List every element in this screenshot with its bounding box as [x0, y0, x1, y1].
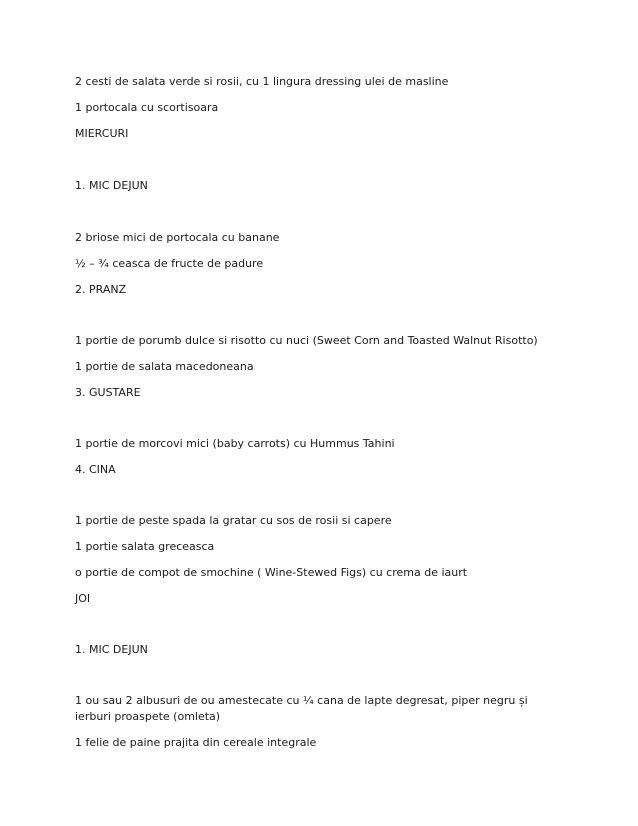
text-line: o portie de compot de smochine ( Wine-Stewed Figs) cu crema de iaurt	[75, 566, 468, 579]
section-heading-day: JOI	[75, 592, 91, 605]
text-line: 1 portie salata greceasca	[75, 540, 215, 553]
meal-heading: 2. PRANZ	[75, 283, 127, 296]
text-line: 2 briose mici de portocala cu banane	[75, 231, 280, 244]
meal-heading: 3. GUSTARE	[75, 386, 141, 399]
text-line: 1 portie de peste spada la gratar cu sos de rosii si capere	[75, 514, 392, 527]
text-line: 1 portie de porumb dulce si risotto cu nuci (Sweet Corn and Toasted Walnut Risotto)	[75, 334, 538, 347]
text-line: ½ – ¾ ceasca de fructe de padure	[75, 257, 264, 270]
text-line: 1 felie de paine prajita din cereale integrale	[75, 736, 317, 749]
text-line: 1 portie de salata macedoneana	[75, 360, 254, 373]
meal-heading: 1. MIC DEJUN	[75, 179, 148, 192]
meal-heading: 1. MIC DEJUN	[75, 643, 148, 656]
meal-heading: 4. CINA	[75, 463, 116, 476]
text-line: 1 portie de morcovi mici (baby carrots) cu Hummus Tahini	[75, 437, 395, 450]
section-heading-day: MIERCURI	[75, 127, 129, 140]
text-line: 1 portocala cu scortisoara	[75, 101, 219, 114]
text-line: 2 cesti de salata verde si rosii, cu 1 lingura dressing ulei de masline	[75, 75, 449, 88]
text-line: 1 ou sau 2 albusuri de ou amestecate cu ¼ cana de lapte degresat, piper negru și ierburi proaspete (omleta)	[75, 694, 528, 723]
